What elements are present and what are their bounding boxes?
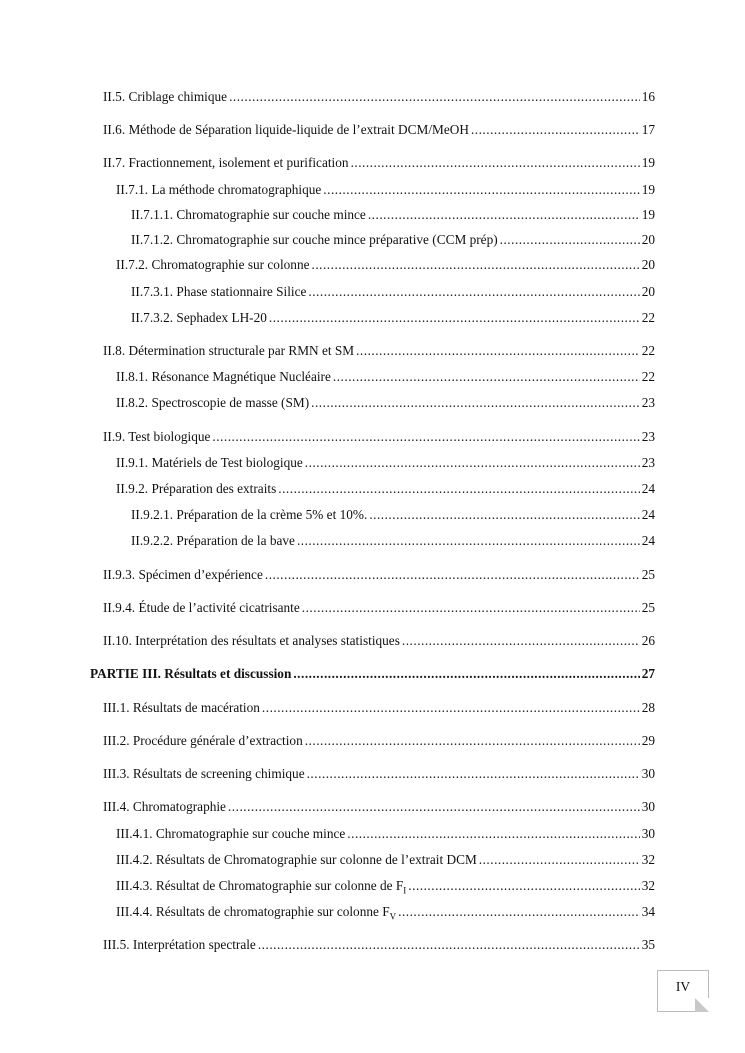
toc-entry[interactable] bbox=[103, 633, 655, 649]
toc-entry[interactable] bbox=[131, 310, 655, 326]
toc-entry-page: 29 bbox=[641, 733, 655, 748]
toc-entry-title-text: II.9.2. Préparation des extraits bbox=[116, 481, 277, 496]
dot-leader bbox=[479, 852, 640, 868]
toc-entry-title-text: II.7.3.1. Phase stationnaire Silice bbox=[131, 284, 307, 299]
toc-entry-page: 22 bbox=[641, 343, 655, 358]
toc-entry[interactable] bbox=[103, 600, 655, 616]
toc-entry[interactable] bbox=[103, 567, 655, 583]
toc-entry-title bbox=[103, 700, 260, 716]
toc-entry[interactable] bbox=[103, 733, 655, 749]
toc-entry-title-text: III.5. Interprétation spectrale bbox=[103, 937, 256, 952]
toc-entry-title bbox=[103, 937, 256, 953]
toc-entry-title bbox=[103, 343, 354, 359]
toc-entry[interactable] bbox=[131, 533, 655, 549]
toc-entry[interactable] bbox=[116, 878, 655, 899]
toc-entry-title-text: II.9.4. Étude de l’activité cicatrisante bbox=[103, 600, 300, 615]
toc-entry-title-text: II.7.3.2. Sephadex LH-20 bbox=[131, 310, 267, 325]
dot-leader bbox=[323, 182, 639, 198]
toc-entry[interactable] bbox=[116, 852, 655, 868]
dot-leader bbox=[307, 766, 640, 782]
toc-entry[interactable] bbox=[103, 937, 655, 953]
toc-entry-title-text: III.4. Chromatographie bbox=[103, 799, 226, 814]
dot-leader bbox=[229, 89, 640, 105]
toc-entry-title bbox=[131, 533, 295, 549]
page-curl-icon bbox=[695, 998, 709, 1012]
toc-entry[interactable] bbox=[116, 455, 655, 471]
page-number: IV bbox=[675, 979, 691, 994]
toc-entry[interactable] bbox=[103, 429, 655, 445]
toc-entry-subscript: I bbox=[403, 885, 407, 896]
toc-entry-title-text: II.6. Méthode de Séparation liquide-liquide de l’extrait DCM/MeOH bbox=[103, 122, 469, 137]
toc-entry-page: 22 bbox=[641, 369, 655, 384]
toc-entry-title bbox=[116, 369, 331, 385]
dot-leader bbox=[265, 567, 640, 583]
dot-leader bbox=[368, 207, 640, 223]
dot-leader bbox=[471, 122, 640, 138]
toc-entry-title-text: II.7.1. La méthode chromatographique bbox=[116, 182, 322, 197]
toc-entry[interactable] bbox=[131, 284, 655, 300]
toc-entry-title-text: II.7.2. Chromatographie sur colonne bbox=[116, 257, 310, 272]
toc-entry-title bbox=[90, 666, 291, 682]
toc-entry-page: 19 bbox=[641, 155, 655, 170]
toc-entry-title bbox=[116, 878, 406, 899]
toc-entry-title-text: III.4.2. Résultats de Chromatographie sur colonne de l’extrait DCM bbox=[116, 852, 477, 867]
toc-entry[interactable] bbox=[103, 799, 655, 815]
dot-leader bbox=[369, 507, 639, 523]
toc-entry-title bbox=[131, 507, 367, 523]
toc-entry-title bbox=[103, 155, 349, 171]
dot-leader bbox=[500, 232, 640, 248]
dot-leader bbox=[278, 481, 639, 497]
toc-entry[interactable] bbox=[103, 343, 655, 359]
dot-leader bbox=[347, 826, 639, 842]
dot-leader bbox=[293, 666, 639, 682]
dot-leader bbox=[308, 284, 639, 300]
dot-leader bbox=[402, 633, 640, 649]
toc-entry-page: 25 bbox=[641, 600, 655, 615]
toc-entry-title-text: II.9.2.1. Préparation de la crème 5% et 10%. bbox=[131, 507, 368, 522]
toc-entry-page: 35 bbox=[641, 937, 655, 952]
toc-entry-title-text: III.4.4. Résultats de chromatographie sur colonne F bbox=[116, 904, 390, 919]
toc-entry-page: 20 bbox=[641, 257, 655, 272]
toc-entry-page: 19 bbox=[641, 207, 655, 222]
dot-leader bbox=[398, 904, 640, 920]
toc-entry[interactable] bbox=[116, 826, 655, 842]
dot-leader bbox=[302, 600, 640, 616]
toc-entry-page: 23 bbox=[641, 429, 655, 444]
toc-entry-title-text: III.4.1. Chromatographie sur couche mince bbox=[116, 826, 346, 841]
toc-entry-title bbox=[103, 89, 227, 105]
dot-leader bbox=[212, 429, 639, 445]
dot-leader bbox=[228, 799, 640, 815]
toc-entry[interactable] bbox=[116, 395, 655, 411]
toc-entry[interactable] bbox=[90, 666, 655, 682]
toc-entry[interactable] bbox=[116, 257, 655, 273]
toc-entry-title bbox=[116, 257, 310, 273]
toc-entry[interactable] bbox=[103, 155, 655, 171]
toc-entry-page: 23 bbox=[641, 455, 655, 470]
toc-entry-page: 20 bbox=[641, 284, 655, 299]
toc-entry-title bbox=[103, 766, 305, 782]
toc-entry-title-text: PARTIE III. Résultats et discussion bbox=[90, 666, 292, 681]
toc-entry-title bbox=[116, 481, 276, 497]
toc-entry-title bbox=[131, 232, 498, 248]
dot-leader bbox=[356, 343, 640, 359]
toc-entry-page: 25 bbox=[641, 567, 655, 582]
toc-entry-title-text: II.9.2.2. Préparation de la bave bbox=[131, 533, 295, 548]
toc-entry-title-text: II.7.1.1. Chromatographie sur couche mince bbox=[131, 207, 366, 222]
toc-entry-title-text: III.3. Résultats de screening chimique bbox=[103, 766, 305, 781]
toc-entry-page: 30 bbox=[641, 826, 655, 841]
toc-entry-title bbox=[103, 600, 300, 616]
toc-entry-page: 34 bbox=[641, 904, 655, 919]
dot-leader bbox=[312, 257, 640, 273]
toc-entry-title bbox=[131, 207, 366, 223]
toc-entry[interactable] bbox=[131, 207, 655, 223]
toc-entry-page: 26 bbox=[641, 633, 655, 648]
dot-leader bbox=[262, 700, 640, 716]
toc-entry[interactable] bbox=[116, 182, 655, 198]
toc-entry-title bbox=[103, 799, 226, 815]
toc-entry-page: 20 bbox=[641, 232, 655, 247]
toc-entry-page: 30 bbox=[641, 766, 655, 781]
toc-entry-title-text: III.4.3. Résultat de Chromatographie sur colonne de F bbox=[116, 878, 404, 893]
toc-entry[interactable] bbox=[116, 369, 655, 385]
toc-entry-title-text: II.8.2. Spectroscopie de masse (SM) bbox=[116, 395, 310, 410]
toc-entry[interactable] bbox=[131, 232, 655, 248]
toc-entry-page: 28 bbox=[641, 700, 655, 715]
toc-entry[interactable] bbox=[103, 122, 655, 138]
toc-entry-title bbox=[103, 567, 263, 583]
toc-entry-title bbox=[103, 429, 210, 445]
toc-entry-title-text: II.9.1. Matériels de Test biologique bbox=[116, 455, 303, 470]
toc-entry-page: 32 bbox=[641, 852, 655, 867]
toc-entry-title bbox=[116, 395, 309, 411]
toc-entry-title-text: III.2. Procédure générale d’extraction bbox=[103, 733, 303, 748]
dot-leader bbox=[311, 395, 640, 411]
toc-entry-page: 16 bbox=[641, 89, 655, 104]
toc-entry-title bbox=[116, 182, 321, 198]
dot-leader bbox=[408, 878, 639, 894]
dot-leader bbox=[333, 369, 640, 385]
toc-entry[interactable] bbox=[116, 481, 655, 497]
toc-entry-title-text: II.7.1.2. Chromatographie sur couche mince préparative (CCM prép) bbox=[131, 232, 498, 247]
dot-leader bbox=[305, 733, 640, 749]
toc-entry[interactable] bbox=[103, 766, 655, 782]
page-number-box bbox=[657, 970, 709, 1012]
toc-entry-title-text: II.8.1. Résonance Magnétique Nucléaire bbox=[116, 369, 331, 384]
toc-entry-title-text: III.1. Résultats de macération bbox=[103, 700, 260, 715]
toc-entry-title bbox=[131, 310, 267, 326]
toc-entry-title bbox=[116, 455, 303, 471]
toc-entry-title bbox=[103, 733, 303, 749]
toc-entry-title-text: II.9.3. Spécimen d’expérience bbox=[103, 567, 263, 582]
toc-entry-page: 24 bbox=[641, 481, 655, 496]
toc-entry-title bbox=[131, 284, 306, 300]
toc-entry-page: 30 bbox=[641, 799, 655, 814]
toc-entry-page: 23 bbox=[641, 395, 655, 410]
toc-entry-title-text: II.7. Fractionnement, isolement et purification bbox=[103, 155, 349, 170]
toc-entry-page: 17 bbox=[641, 122, 655, 137]
toc-entry[interactable] bbox=[131, 507, 655, 523]
toc-entry[interactable] bbox=[116, 904, 655, 925]
dot-leader bbox=[269, 310, 640, 326]
toc-entry-page: 19 bbox=[641, 182, 655, 197]
toc-entry-title bbox=[116, 904, 396, 925]
dot-leader bbox=[305, 455, 640, 471]
toc-entry-page: 27 bbox=[641, 666, 655, 681]
dot-leader bbox=[258, 937, 640, 953]
toc-entry-page: 22 bbox=[641, 310, 655, 325]
toc-entry[interactable] bbox=[103, 700, 655, 716]
toc-entry-title bbox=[116, 826, 345, 842]
toc-entry-subscript: V bbox=[389, 911, 397, 922]
toc-entry-title-text: II.5. Criblage chimique bbox=[103, 89, 228, 104]
toc-entry-title-text: II.9. Test biologique bbox=[103, 429, 211, 444]
toc-entry-page: 24 bbox=[641, 533, 655, 548]
toc-entry-page: 24 bbox=[641, 507, 655, 522]
dot-leader bbox=[297, 533, 640, 549]
toc-entry-title-text: II.8. Détermination structurale par RMN et SM bbox=[103, 343, 355, 358]
dot-leader bbox=[351, 155, 640, 171]
toc-entry-title bbox=[103, 122, 469, 138]
toc-entry-title bbox=[103, 633, 400, 649]
toc-entry-title-text: II.10. Interprétation des résultats et analyses statistiques bbox=[103, 633, 400, 648]
toc-entry-title bbox=[116, 852, 477, 868]
toc-entry-page: 32 bbox=[641, 878, 655, 893]
toc-entry[interactable] bbox=[103, 89, 655, 105]
